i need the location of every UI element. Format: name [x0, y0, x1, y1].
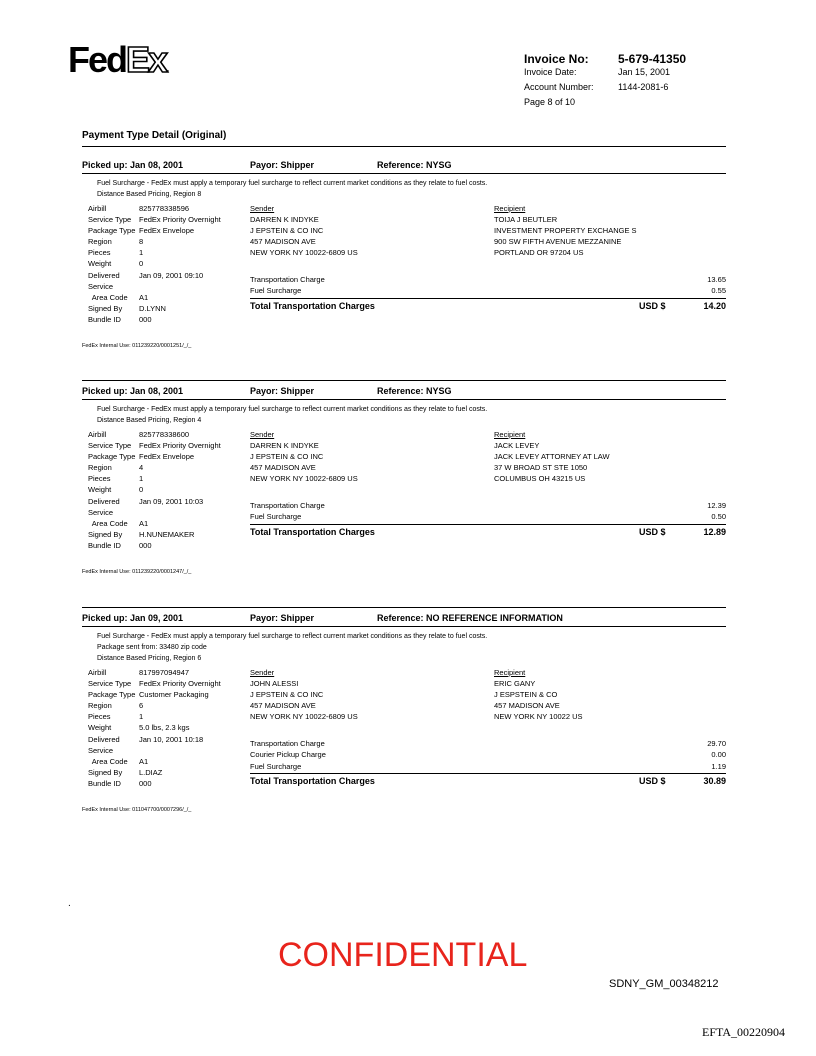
shipment-note: Fuel Surcharge - FedEx must apply a temporary fuel surcharge to reflect current market conditions as they relate to fuel costs. [97, 633, 488, 640]
charges [250, 738, 726, 772]
field-value: Jan 09, 2001 09:10 [139, 270, 204, 280]
field-row [88, 473, 221, 484]
field-label: Region [88, 237, 112, 247]
field-value: A1 [139, 518, 149, 528]
field-row [88, 292, 221, 303]
charges [250, 274, 726, 297]
field-value: FedEx Priority Overnight [139, 441, 221, 451]
sender-line: 457 MADISON AVE [250, 237, 316, 247]
sender-header: Sender [250, 668, 275, 677]
recipient-line: COLUMBUS OH 43215 US [494, 474, 586, 484]
field-label: Signed By [88, 303, 123, 313]
shipment-divider [82, 380, 726, 381]
total-row [250, 301, 726, 311]
field-label: Area Code [88, 292, 128, 302]
charge-amount: 0.50 [711, 512, 726, 522]
recipient-header: Recipient [494, 204, 526, 213]
field-row [88, 225, 221, 236]
document-id: SDNY_GM_00348212 [609, 978, 719, 990]
recipient-block [494, 203, 637, 258]
field-label: Bundle ID [88, 540, 121, 550]
charge-row [250, 274, 726, 285]
field-row [88, 451, 221, 462]
picked-up-date: Picked up: Jan 09, 2001 [82, 613, 184, 623]
shipment-notes [97, 178, 487, 200]
field-row [88, 429, 221, 440]
field-value: 8 [139, 237, 144, 247]
sender-line: 457 MADISON AVE [250, 463, 316, 473]
page-number-text: Page 8 of 10 [524, 97, 576, 107]
shipment-note: Fuel Surcharge - FedEx must apply a temporary fuel surcharge to reflect current market conditions as they relate to fuel costs. [97, 406, 488, 413]
field-label: Airbill [88, 668, 107, 677]
field-value: 000 [139, 314, 152, 324]
reference: Reference: NO REFERENCE INFORMATION [377, 613, 563, 623]
charge-row [250, 749, 726, 760]
field-label: Delivered [88, 734, 120, 744]
field-label: Package Type [88, 690, 136, 700]
field-label: Pieces [88, 712, 111, 722]
charge-label: Transportation Charge [250, 739, 325, 748]
charges-rule [250, 773, 726, 774]
field-label: Weight [88, 259, 112, 269]
field-label: Weight [88, 723, 112, 733]
field-label: Bundle ID [88, 314, 121, 324]
total-amount: 14.20 [703, 300, 726, 311]
charge-row [250, 738, 726, 749]
field-row [88, 281, 221, 292]
field-label: Signed By [88, 767, 123, 777]
sender-header: Sender [250, 430, 275, 439]
shipment-fields [88, 429, 221, 551]
field-label: Delivered [88, 496, 120, 506]
field-row [88, 258, 221, 269]
recipient-block [494, 667, 583, 722]
sender-line: J EPSTEIN & CO INC [250, 452, 324, 462]
field-label: Area Code [88, 756, 128, 766]
payor: Payor: Shipper [250, 613, 315, 623]
total-currency: USD $ [639, 300, 666, 311]
account-label: Account Number: [524, 82, 594, 92]
field-label: Package Type [88, 452, 136, 462]
charge-label: Transportation Charge [250, 501, 325, 510]
field-row [88, 518, 221, 529]
page-number [524, 97, 744, 112]
payor: Payor: Shipper [250, 386, 315, 396]
field-label: Region [88, 463, 112, 473]
charge-label: Courier Pickup Charge [250, 750, 326, 760]
field-value: 825778338600 [139, 430, 190, 439]
field-value: 6 [139, 701, 144, 711]
efta-id: EFTA_00220904 [702, 1025, 786, 1039]
recipient-header: Recipient [494, 430, 526, 439]
field-row [88, 507, 221, 518]
field-label: Service Type [88, 679, 132, 689]
field-label: Region [88, 701, 112, 711]
field-row [88, 462, 221, 473]
recipient-line: J ESPSTEIN & CO [494, 690, 558, 700]
recipient-line: NEW YORK NY 10022 US [494, 712, 583, 722]
field-row [88, 722, 221, 733]
recipient-line: ERIC GANY [494, 679, 536, 689]
total-currency: USD $ [639, 775, 666, 786]
field-label: Signed By [88, 529, 123, 539]
fedex-logo [68, 39, 170, 86]
field-row [88, 247, 221, 258]
account-value: 1144-2081-6 [618, 82, 669, 92]
shipment-fields [88, 667, 221, 789]
charge-row [250, 285, 726, 296]
field-label: Service Type [88, 441, 132, 451]
field-value: A1 [139, 292, 149, 302]
field-value: 817997094947 [139, 668, 190, 677]
sender-block [250, 667, 358, 722]
field-row [88, 314, 221, 325]
field-label: Delivered [88, 270, 120, 280]
shipment-notes [97, 631, 487, 664]
reference: Reference: NYSG [377, 386, 452, 396]
field-row [88, 678, 221, 689]
shipment-note: Distance Based Pricing, Region 6 [97, 655, 202, 662]
shipment-header [82, 386, 726, 398]
stray-dot: . [68, 898, 71, 909]
field-row [88, 689, 221, 700]
charge-label: Fuel Surcharge [250, 761, 302, 771]
shipment-note: Fuel Surcharge - FedEx must apply a temporary fuel surcharge to reflect current market conditions as they relate to fuel costs. [97, 180, 488, 187]
sender-line: NEW YORK NY 10022-6809 US [250, 712, 358, 722]
charge-amount: 1.19 [711, 761, 726, 771]
field-value: L.DIAZ [139, 767, 163, 777]
field-label: Service [88, 745, 114, 755]
charges [250, 500, 726, 523]
recipient-line: TOIJA J BEUTLER [494, 215, 558, 225]
field-row [88, 756, 221, 767]
invoice-no-value: 5-679-41350 [618, 52, 687, 66]
recipient-line: JACK LEVEY ATTORNEY AT LAW [494, 452, 610, 462]
charge-amount: 13.65 [707, 275, 726, 284]
field-label: Weight [88, 485, 112, 495]
total-label: Total Transportation Charges [250, 526, 375, 537]
invoice-no-label: Invoice No: [524, 52, 589, 66]
recipient-header: Recipient [494, 668, 526, 677]
field-value: FedEx Envelope [139, 452, 195, 462]
field-row [88, 203, 221, 214]
sender-block [250, 429, 358, 484]
invoice-date-value: Jan 15, 2001 [618, 67, 671, 77]
field-row [88, 667, 221, 678]
picked-up-date: Picked up: Jan 08, 2001 [82, 386, 184, 396]
field-label: Pieces [88, 248, 111, 258]
field-value: 825778338596 [139, 204, 190, 213]
sender-header: Sender [250, 204, 275, 213]
shipment-header [82, 613, 726, 625]
field-value: 1 [139, 248, 144, 258]
field-label: Area Code [88, 518, 128, 528]
field-row [88, 745, 221, 756]
recipient-line: PORTLAND OR 97204 US [494, 248, 584, 258]
shipment-fields [88, 203, 221, 325]
logo-dot: . [166, 61, 170, 75]
total-amount: 30.89 [703, 775, 726, 786]
charge-row [250, 500, 726, 511]
field-value: 4 [139, 463, 144, 473]
internal-use: FedEx Internal Use: 011047700/0007296/_/_ [82, 807, 192, 813]
account-row [524, 82, 744, 97]
field-label: Service Type [88, 215, 132, 225]
section-divider [82, 146, 726, 147]
field-row [88, 496, 221, 507]
sender-line: J EPSTEIN & CO INC [250, 226, 324, 236]
field-row [88, 778, 221, 789]
field-value: 000 [139, 540, 152, 550]
charge-amount: 29.70 [707, 739, 726, 748]
field-row [88, 529, 221, 540]
total-row [250, 527, 726, 537]
shipment-header-rule [82, 626, 726, 627]
total-currency: USD $ [639, 526, 666, 537]
sender-line: NEW YORK NY 10022-6809 US [250, 474, 358, 484]
field-row [88, 236, 221, 247]
sender-line: DARREN K INDYKE [250, 215, 319, 225]
shipment-header-rule [82, 173, 726, 174]
field-value: 1 [139, 474, 144, 484]
field-row [88, 303, 221, 314]
field-label: Pieces [88, 474, 111, 484]
field-label: Service [88, 507, 114, 517]
field-label: Service [88, 281, 114, 291]
charge-amount: 12.39 [707, 501, 726, 510]
shipment-header [82, 160, 726, 172]
shipment-note: Distance Based Pricing, Region 4 [97, 417, 202, 424]
field-row [88, 767, 221, 778]
charge-amount: 0.00 [711, 750, 726, 760]
sender-block [250, 203, 358, 258]
internal-use: FedEx Internal Use: 011239220/0001251/_/_ [82, 343, 192, 349]
field-label: Package Type [88, 226, 136, 236]
total-label: Total Transportation Charges [250, 300, 375, 311]
recipient-block [494, 429, 610, 484]
internal-use: FedEx Internal Use: 011239220/0001247/_/_ [82, 569, 192, 575]
invoice-date-row [524, 67, 744, 82]
field-row [88, 440, 221, 451]
reference: Reference: NYSG [377, 160, 452, 170]
field-value: Jan 09, 2001 10:03 [139, 496, 204, 506]
total-row [250, 776, 726, 786]
recipient-line: 457 MADISON AVE [494, 701, 560, 711]
sender-line: 457 MADISON AVE [250, 701, 316, 711]
sender-line: NEW YORK NY 10022-6809 US [250, 248, 358, 258]
confidential-stamp: CONFIDENTIAL [278, 936, 528, 974]
field-value: FedEx Envelope [139, 226, 195, 236]
shipment-header-rule [82, 399, 726, 400]
field-value: Jan 10, 2001 10:18 [139, 734, 204, 744]
picked-up-date: Picked up: Jan 08, 2001 [82, 160, 184, 170]
section-title: Payment Type Detail (Original) [82, 130, 227, 141]
charge-label: Transportation Charge [250, 275, 325, 284]
charges-rule [250, 298, 726, 299]
charge-label: Fuel Surcharge [250, 286, 302, 296]
invoice-no-row [524, 52, 744, 67]
field-row [88, 484, 221, 495]
sender-line: DARREN K INDYKE [250, 441, 319, 451]
field-value: A1 [139, 756, 149, 766]
field-value: 000 [139, 778, 152, 788]
recipient-line: JACK LEVEY [494, 441, 540, 451]
field-row [88, 540, 221, 551]
payor: Payor: Shipper [250, 160, 315, 170]
shipment-note: Package sent from: 33480 zip code [97, 644, 207, 651]
field-value: 1 [139, 712, 144, 722]
total-label: Total Transportation Charges [250, 775, 375, 786]
charge-label: Fuel Surcharge [250, 512, 302, 522]
field-label: Airbill [88, 204, 107, 213]
shipment-divider [82, 607, 726, 608]
total-amount: 12.89 [703, 526, 726, 537]
sender-line: JOHN ALESSI [250, 679, 299, 689]
invoice-header [524, 52, 744, 112]
field-label: Airbill [88, 430, 107, 439]
field-value: H.NUNEMAKER [139, 529, 195, 539]
field-value: D.LYNN [139, 303, 166, 313]
logo-fed: Fed [68, 39, 127, 80]
charge-amount: 0.55 [711, 286, 726, 296]
field-label: Bundle ID [88, 778, 121, 788]
charge-row [250, 511, 726, 522]
shipment-notes [97, 404, 487, 426]
shipment-note: Distance Based Pricing, Region 8 [97, 191, 202, 198]
field-row [88, 270, 221, 281]
recipient-line: 900 SW FIFTH AVENUE MEZZANINE [494, 237, 622, 247]
field-value: FedEx Priority Overnight [139, 679, 221, 689]
charges-rule [250, 524, 726, 525]
recipient-line: INVESTMENT PROPERTY EXCHANGE S [494, 226, 637, 236]
field-value: 0 [139, 485, 144, 495]
field-row [88, 711, 221, 722]
field-value: FedEx Priority Overnight [139, 215, 221, 225]
field-value: Customer Packaging [139, 690, 209, 700]
field-row [88, 700, 221, 711]
field-value: 0 [139, 259, 144, 269]
field-row [88, 214, 221, 225]
recipient-line: 37 W BROAD ST STE 1050 [494, 463, 588, 473]
invoice-date-label: Invoice Date: [524, 67, 577, 77]
logo-ex: Ex [126, 39, 167, 80]
field-value: 5.0 lbs, 2.3 kgs [139, 723, 190, 733]
field-row [88, 734, 221, 745]
sender-line: J EPSTEIN & CO INC [250, 690, 324, 700]
charge-row [250, 761, 726, 772]
